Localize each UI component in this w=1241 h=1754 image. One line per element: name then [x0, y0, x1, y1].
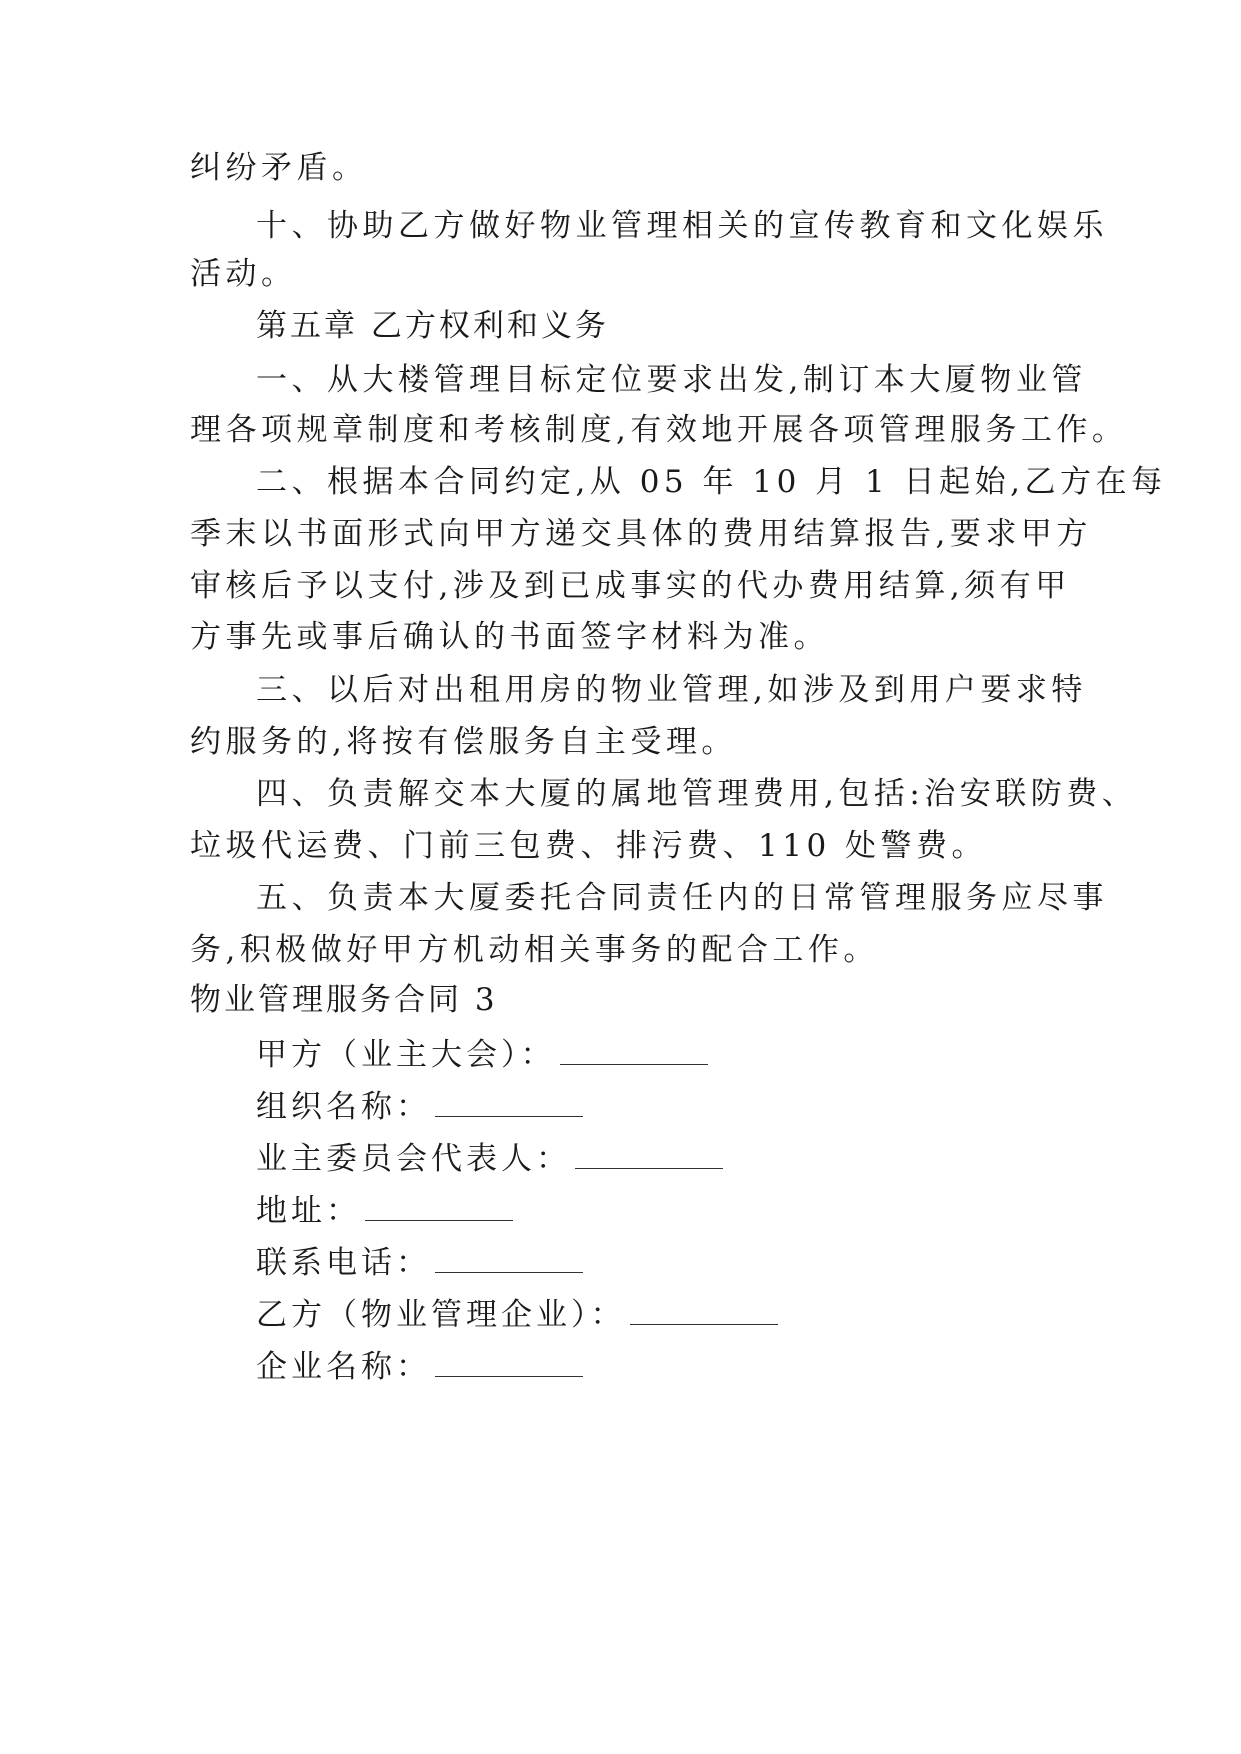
- party-b-field: [256, 1294, 1136, 1335]
- organization-name-field: [256, 1086, 1136, 1127]
- paragraph-line: 垃圾代运费、门前三包费、排污费、110 处警费。: [190, 828, 988, 864]
- paragraph-line: 审核后予以支付,涉及到已成事实的代办费用结算,须有甲: [190, 568, 1071, 604]
- blank-line[interactable]: [365, 1190, 513, 1221]
- field-label: 甲方（业主大会）：: [256, 1037, 556, 1073]
- blank-line[interactable]: [575, 1138, 723, 1169]
- paragraph-line: 五、负责本大厦委托合同责任内的日常管理服务应尽事: [256, 880, 1108, 916]
- committee-representative-field: [256, 1138, 1136, 1179]
- field-label: 地址：: [256, 1193, 361, 1229]
- field-label: 联系电话：: [256, 1245, 431, 1281]
- party-a-field: [256, 1034, 1136, 1075]
- paragraph-line: 季末以书面形式向甲方递交具体的费用结算报告,要求甲方: [190, 516, 1092, 552]
- field-label: 组织名称：: [256, 1089, 431, 1125]
- chapter-heading: 第五章 乙方权利和义务: [256, 308, 609, 344]
- paragraph-line: 四、负责解交本大厦的属地管理费用,包括:治安联防费、: [256, 776, 1138, 812]
- paragraph-line: 活动。: [190, 256, 297, 292]
- blank-line[interactable]: [435, 1086, 583, 1117]
- field-label: 企业名称：: [256, 1349, 431, 1385]
- paragraph-line: 务,积极做好甲方机动相关事务的配合工作。: [190, 932, 879, 968]
- paragraph-line: 纠纷矛盾。: [190, 150, 368, 186]
- address-field: [256, 1190, 1136, 1231]
- phone-field: [256, 1242, 1136, 1283]
- paragraph-line: 理各项规章制度和考核制度,有效地开展各项管理服务工作。: [190, 412, 1128, 448]
- paragraph-line: 一、从大楼管理目标定位要求出发,制订本大厦物业管: [256, 362, 1087, 398]
- field-label: 业主委员会代表人：: [256, 1141, 571, 1177]
- company-name-field: [256, 1346, 1136, 1387]
- paragraph-line: 十、协助乙方做好物业管理相关的宣传教育和文化娱乐: [256, 208, 1108, 244]
- contract-title: 物业管理服务合同 3: [190, 982, 498, 1018]
- paragraph-line: 三、以后对出租用房的物业管理,如涉及到用户要求特: [256, 672, 1087, 708]
- blank-line[interactable]: [435, 1346, 583, 1377]
- blank-line[interactable]: [435, 1242, 583, 1273]
- paragraph-line: 约服务的,将按有偿服务自主受理。: [190, 724, 737, 760]
- blank-line[interactable]: [630, 1294, 778, 1325]
- paragraph-line: 二、根据本合同约定,从 05 年 10 月 1 日起始,乙方在每: [256, 464, 1167, 500]
- field-label: 乙方（物业管理企业）：: [256, 1297, 626, 1333]
- paragraph-line: 方事先或事后确认的书面签字材料为准。: [190, 619, 829, 655]
- blank-line[interactable]: [560, 1034, 708, 1065]
